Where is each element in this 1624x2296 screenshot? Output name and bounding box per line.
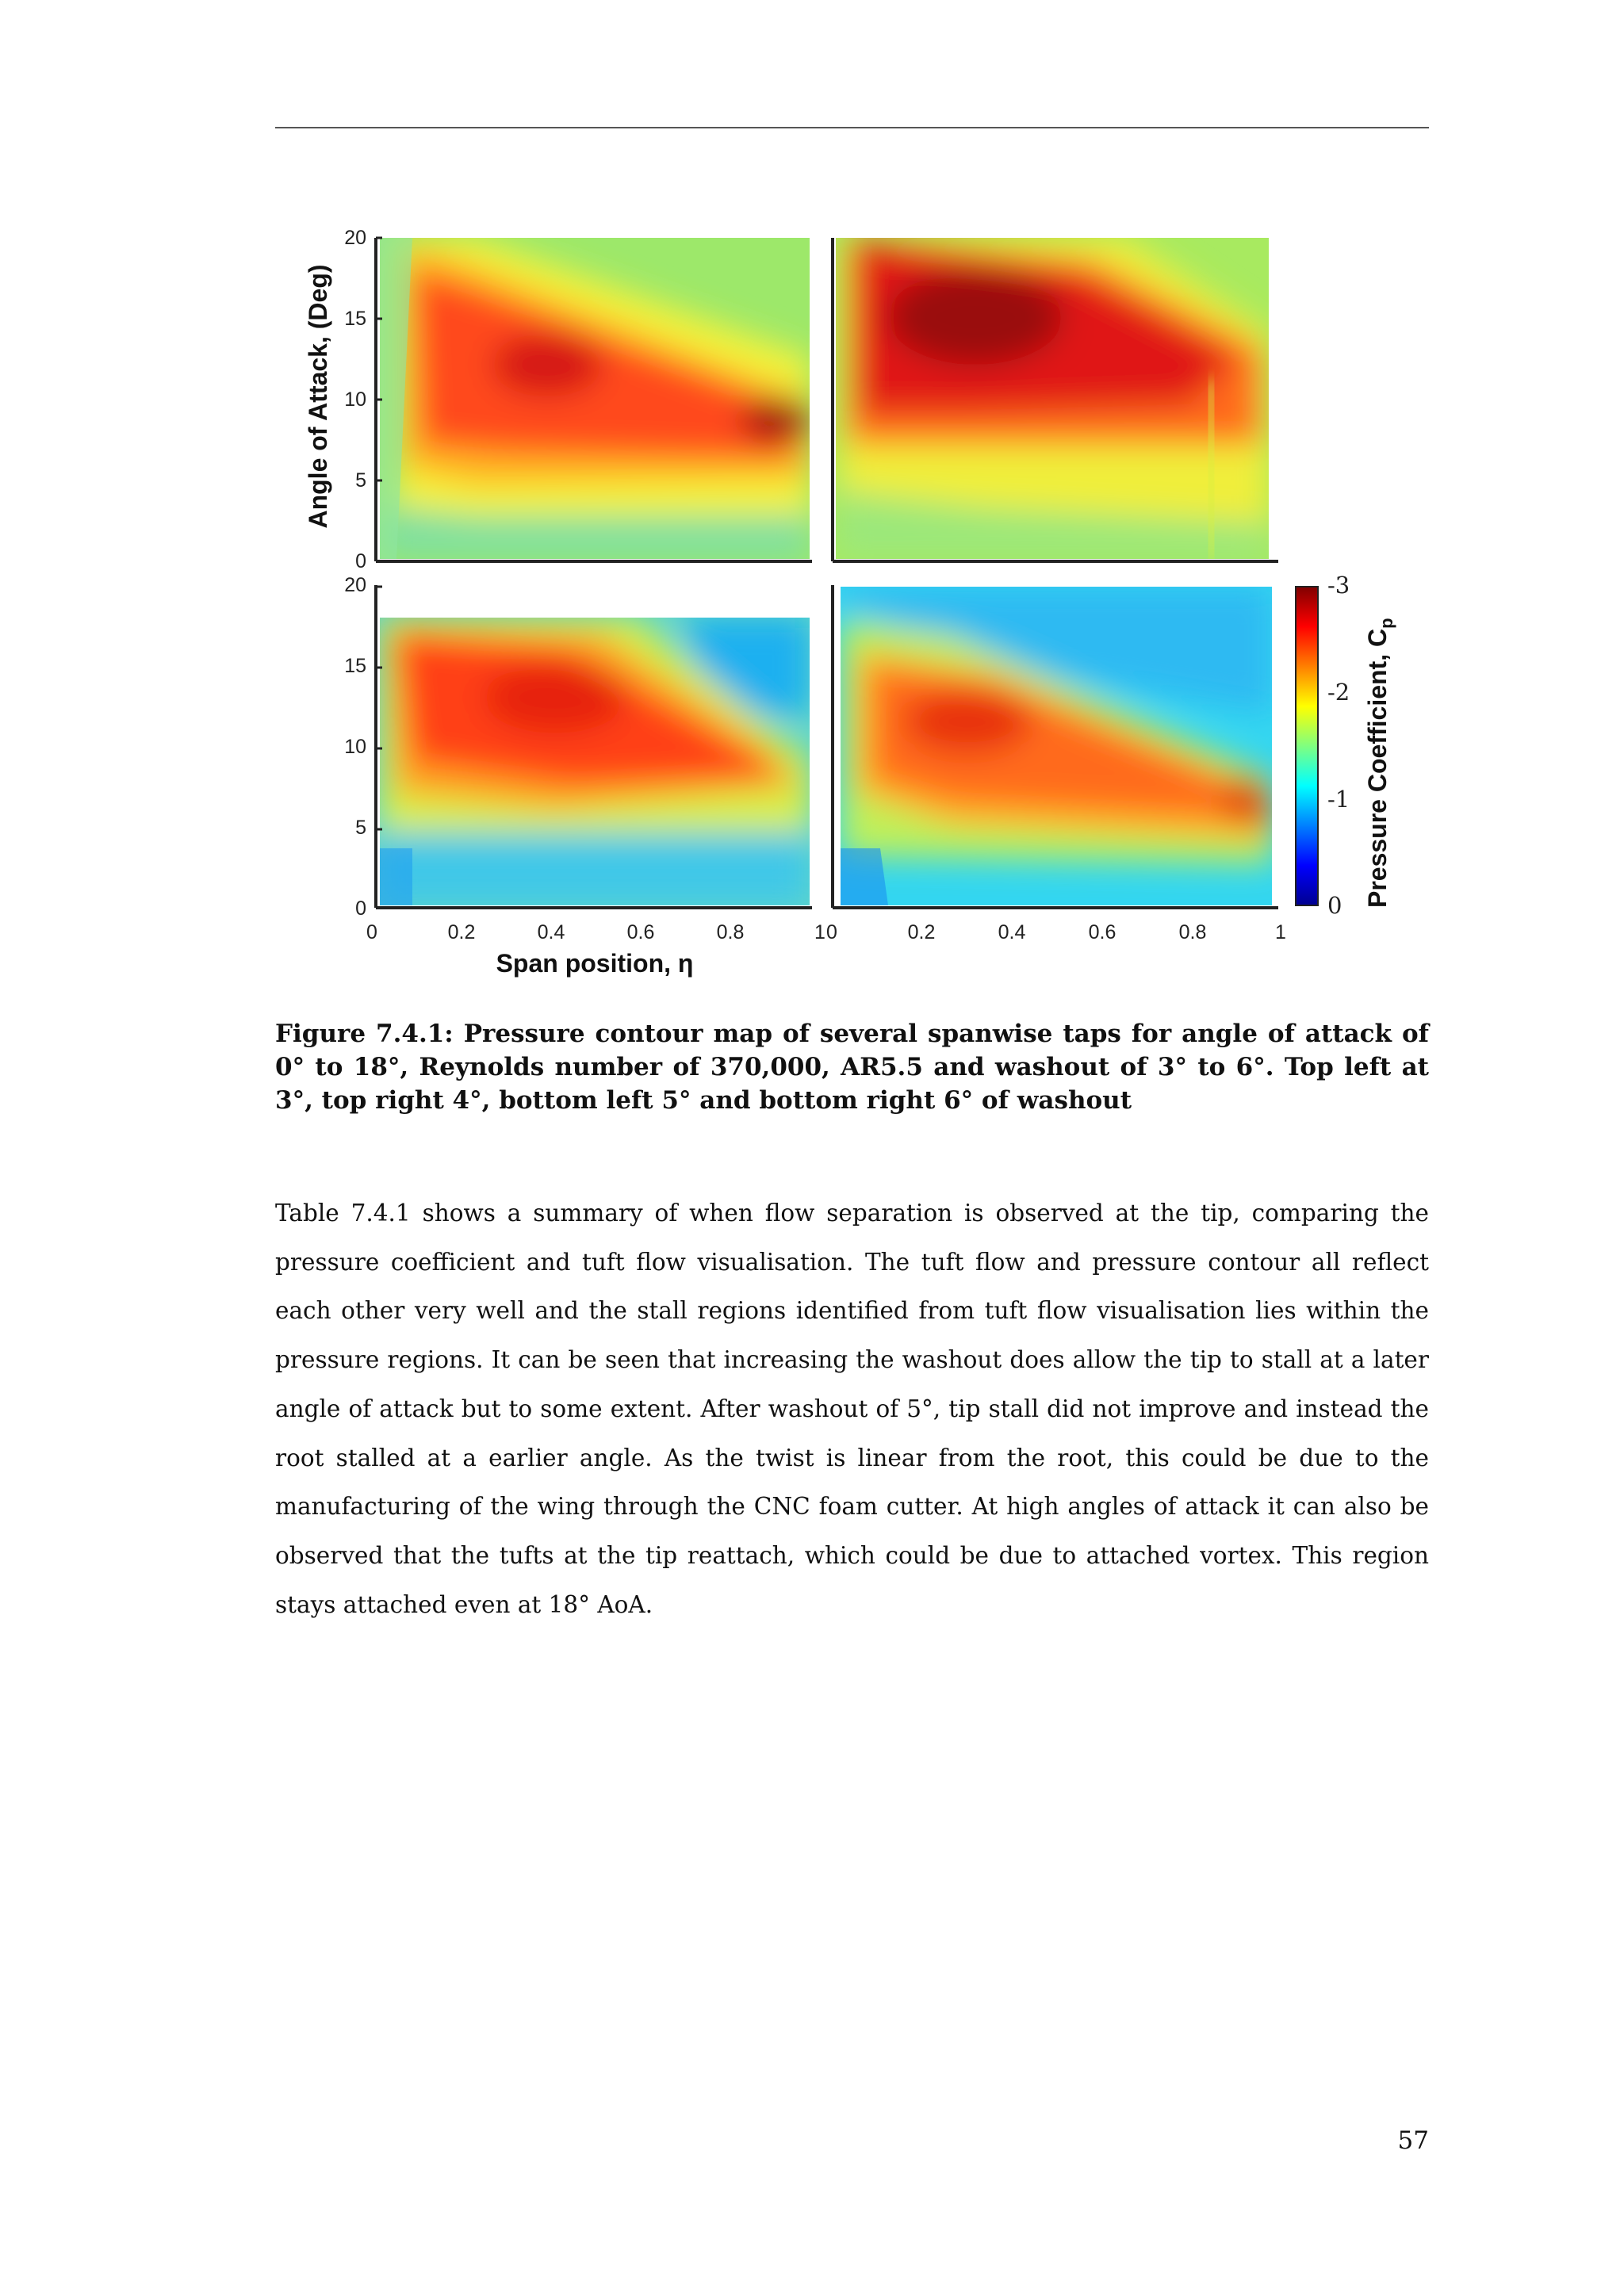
colorbar-tick-label: 0 bbox=[1327, 892, 1342, 919]
panel-top-right bbox=[833, 238, 1278, 561]
x-tick-label: 0.4 bbox=[537, 921, 565, 943]
x-axis-title: Span position, η bbox=[496, 949, 694, 978]
y-tick-label: 10 bbox=[344, 736, 366, 758]
colorbar bbox=[1296, 572, 1396, 919]
y-axis-title: Angle of Attack, (Deg) bbox=[304, 264, 332, 529]
x-tick-label: 0.8 bbox=[716, 921, 745, 943]
x-tick-label: 0.6 bbox=[1088, 921, 1116, 943]
y-tick-label: 5 bbox=[355, 469, 366, 492]
page-number: 57 bbox=[1397, 2126, 1429, 2155]
y-tick-label: 15 bbox=[344, 308, 366, 330]
x-tick-label: 1 bbox=[814, 921, 825, 943]
x-tick-label: 0.2 bbox=[447, 921, 476, 943]
y-tick-label: 10 bbox=[344, 388, 366, 411]
x-ticks-right bbox=[826, 921, 1286, 943]
y-tick-label: 0 bbox=[355, 897, 366, 920]
y-tick-label: 0 bbox=[355, 550, 366, 572]
colorbar-title: Pressure Coefficient, $C_p$ bbox=[1363, 618, 1396, 908]
x-ticks-left bbox=[366, 921, 825, 943]
y-tick-label: 20 bbox=[344, 574, 366, 596]
figure-caption: Figure 7.4.1: Pressure contour map of several spanwise taps for angle of attack of 0° to 18°, Reynolds number of 370,000, AR5.5 and washout of 3° to 6°. Top left at 3°, top right 4°, bottom left 5° and bottom right 6° of washout bbox=[275, 1020, 1429, 1115]
x-tick-label: 0.8 bbox=[1178, 921, 1207, 943]
colorbar-tick-label: -1 bbox=[1327, 786, 1350, 813]
y-tick-label: 5 bbox=[355, 817, 366, 839]
colorbar-tick-label: -2 bbox=[1327, 679, 1350, 706]
x-tick-label: 0.4 bbox=[998, 921, 1026, 943]
x-tick-label: 0.6 bbox=[626, 921, 655, 943]
x-tick-label: 1 bbox=[1275, 921, 1286, 943]
panel-bottom-left bbox=[376, 585, 812, 908]
x-tick-label: 0 bbox=[826, 921, 837, 943]
y-tick-label: 15 bbox=[344, 655, 366, 677]
panel-top-left bbox=[376, 238, 813, 561]
x-tick-label: 0 bbox=[366, 921, 377, 943]
panel-bottom-right bbox=[833, 585, 1278, 908]
y-tick-label: 20 bbox=[344, 227, 366, 249]
contour-figure bbox=[0, 0, 1624, 999]
colorbar-tick-label: -3 bbox=[1327, 572, 1350, 599]
x-tick-label: 0.2 bbox=[907, 921, 936, 943]
body-paragraph: Table 7.4.1 shows a summary of when flow separation is observed at the tip, comparing the pressure coefficient and tuft flow visualisation. The tuft flow and pressure contour all reflect each other very well and the stall regions identified from tuft flow visualisation lies within the pressure regions. It can be seen that increasing the washout does allow the tip to stall at a later angle of attack but to some extent. After washout of 5°, tip stall did not improve and instead the root stalled at a earlier angle. As the twist is linear from the root, this could be due to the manufacturing of the wing through the CNC foam cutter. At high angles of attack it can also be observed that the tufts at the tip reattach, which could be due to attached vortex. This region stays attached even at 18° AoA. bbox=[275, 1200, 1429, 1618]
